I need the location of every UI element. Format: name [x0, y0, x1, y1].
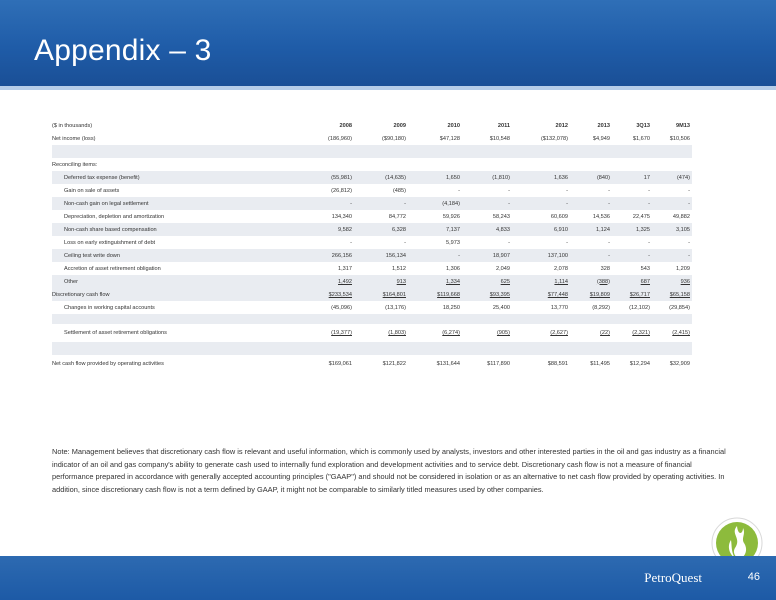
table-cell: $19,809	[589, 291, 610, 298]
table-cell: (485)	[392, 187, 406, 194]
table-cell: 2012	[555, 122, 568, 129]
table-cell: $233,534	[328, 291, 352, 298]
table-cell: 2,078	[554, 265, 568, 272]
row-label: Net income (loss)	[52, 135, 96, 142]
table-cell: 1,325	[636, 226, 650, 233]
slide-footer	[0, 556, 776, 600]
table-cell: 18,907	[492, 252, 510, 259]
table-cell: $10,548	[489, 135, 510, 142]
table-cell: $131,644	[436, 361, 460, 367]
table-cell: $4,949	[592, 135, 610, 142]
table-cell: -	[688, 200, 690, 207]
row-label: Non-cash share based compensation	[64, 226, 157, 233]
table-cell: (12,102)	[629, 304, 650, 311]
table-cell: $88,591	[547, 361, 568, 367]
table-cell: -	[458, 187, 460, 194]
header-rule	[0, 86, 776, 90]
table-cell: $12,294	[629, 361, 650, 367]
table-cell: 2013	[597, 122, 610, 129]
table-cell: 17	[643, 174, 650, 181]
table-cell: (474)	[676, 174, 690, 181]
table-cell: $11,495	[590, 361, 610, 367]
slide-title: Appendix – 3	[34, 34, 212, 67]
table-cell: 1,209	[676, 265, 690, 272]
table-cell: (2,321)	[632, 330, 650, 336]
table-cell: 936	[680, 278, 690, 285]
table-cell: $93,395	[489, 291, 510, 298]
table-cell: 3Q13	[636, 122, 650, 129]
table-cell: (22)	[600, 330, 610, 336]
row-label: Discretionary cash flow	[52, 291, 110, 298]
table-row-net-cash	[52, 355, 692, 373]
table-cell: 2010	[447, 122, 460, 129]
table-cell: 134,340	[331, 213, 352, 220]
table-cell: 266,156	[331, 252, 352, 259]
table-cell: 7,137	[446, 226, 460, 233]
table-header-row	[52, 119, 692, 132]
table-cell: -	[566, 239, 568, 246]
table-cell: -	[508, 187, 510, 194]
table-cell: -	[350, 200, 352, 207]
table-cell: 1,114	[554, 278, 568, 285]
table-spacer	[52, 342, 692, 355]
table-cell: 1,636	[554, 174, 568, 181]
table-cell: $119,668	[437, 291, 460, 298]
table-row	[52, 197, 692, 210]
table-cell: 625	[500, 278, 510, 285]
slide-header	[0, 0, 776, 86]
table-cell: ($90,180)	[382, 135, 406, 142]
table-cell: (388)	[596, 278, 610, 285]
table-cell: 2011	[497, 122, 510, 129]
table-row	[52, 171, 692, 184]
table-row-net-income	[52, 132, 692, 145]
table-cell: (14,635)	[385, 174, 406, 181]
table-cell: -	[648, 252, 650, 259]
table-cell: -	[688, 239, 690, 246]
table-cell: -	[608, 200, 610, 207]
row-label: Other	[64, 278, 78, 285]
table-cell: -	[688, 187, 690, 194]
table-cell: 9,582	[338, 226, 352, 233]
row-label: Gain on sale of assets	[64, 187, 120, 194]
table-spacer	[52, 145, 692, 158]
table-cell: 1,317	[338, 265, 352, 272]
note-text: Note: Management believes that discretionary cash flow is relevant and useful information, which is commonly used by analysts, investors and other interested parties in the oil and gas industry as a financial indicator of an oil and gas company's ability to generate cash used to internally fund exploration and development activities and to service debt. Discretionary cash flow is not a measure of financial performance prepared in accordance with generally accepted accounting principles ("GAAP") and should not be considered in isolation or as an alternative to net cash flow provided by operating activities. In addition, since discretionary cash flow is not a term defined by GAAP, it might not be comparable to similarly titled measures used by other companies.	[52, 447, 726, 494]
table-cell: 58,243	[492, 213, 510, 220]
table-cell: (905)	[496, 330, 510, 336]
table-row-settlement	[52, 324, 692, 342]
table-cell: -	[648, 187, 650, 194]
table-row	[52, 249, 692, 262]
table-cell: -	[350, 239, 352, 246]
table-row	[52, 184, 692, 197]
row-label: Deferred tax expense (benefit)	[64, 174, 140, 181]
table-cell: -	[688, 252, 690, 259]
table-cell: (29,854)	[669, 304, 690, 311]
table-cell: (6,274)	[442, 330, 460, 336]
table-cell: (26,812)	[331, 187, 352, 194]
cash-flow-table	[52, 119, 692, 373]
table-cell: 1,512	[392, 265, 406, 272]
table-cell: 156,134	[385, 252, 406, 259]
table-cell: 9M13	[676, 122, 690, 129]
page-number: 46	[747, 571, 760, 583]
row-label: ($ in thousands)	[52, 122, 93, 129]
table-cell: -	[566, 200, 568, 207]
row-label: Non-cash gain on legal settlement	[64, 200, 149, 207]
table-cell: $121,822	[382, 361, 406, 367]
table-cell: (13,176)	[385, 304, 406, 311]
table-cell: 60,609	[550, 213, 568, 220]
table-cell: 6,910	[554, 226, 568, 233]
table-cell: (1,810)	[492, 174, 510, 181]
row-label: Reconciling items:	[52, 161, 98, 168]
table-cell: -	[404, 200, 406, 207]
table-cell: ($132,078)	[540, 135, 568, 142]
table-row-reconciling	[52, 158, 692, 171]
table-cell: $47,128	[439, 135, 460, 142]
table-cell: 913	[396, 278, 406, 285]
table-cell: 22,475	[632, 213, 650, 220]
table-cell: 2008	[339, 122, 352, 129]
table-spacer	[52, 314, 692, 324]
table-cell: (2,627)	[550, 330, 568, 336]
table-cell: 13,770	[550, 304, 568, 311]
table-cell: -	[648, 239, 650, 246]
table-cell: 49,882	[672, 213, 690, 220]
table-cell: (19,377)	[331, 330, 352, 336]
table-cell: -	[566, 187, 568, 194]
table-cell: $1,670	[632, 135, 650, 142]
row-label: Ceiling test write down	[64, 252, 120, 259]
table-cell: -	[458, 252, 460, 259]
table-row-working-capital	[52, 301, 692, 314]
table-cell: 137,100	[547, 252, 568, 259]
table-cell: 3,105	[676, 226, 690, 233]
row-label: Settlement of asset retirement obligations	[64, 330, 167, 336]
table-cell: 2,049	[496, 265, 510, 272]
table-cell: 25,400	[492, 304, 510, 311]
table-cell: 1,492	[338, 278, 352, 285]
table-row-discretionary	[52, 288, 692, 301]
table-cell: -	[404, 239, 406, 246]
table-cell: -	[608, 187, 610, 194]
table-cell: -	[648, 200, 650, 207]
table-cell: -	[608, 239, 610, 246]
table-cell: $10,506	[669, 135, 690, 142]
row-label: Depreciation, depletion and amortization	[64, 213, 165, 220]
table-cell: (186,960)	[328, 135, 352, 142]
table-cell: -	[508, 200, 510, 207]
table-cell: $32,909	[669, 361, 690, 367]
table-cell: 1,306	[446, 265, 460, 272]
brand-name: PetroQuest	[644, 570, 702, 585]
table-cell: 59,926	[442, 213, 460, 220]
table-cell: -	[608, 252, 610, 259]
table-cell: -	[508, 239, 510, 246]
table-cell: 18,250	[442, 304, 460, 311]
table-cell: 687	[640, 278, 650, 285]
row-label: Changes in working capital accounts	[64, 304, 155, 311]
row-label: Accretion of asset retirement obligation	[64, 265, 161, 272]
table-cell: $169,061	[328, 361, 352, 367]
table-cell: $65,158	[669, 291, 690, 298]
table-cell: 1,650	[446, 174, 460, 181]
table-cell: $164,801	[382, 291, 406, 298]
table-cell: 5,973	[446, 239, 460, 246]
table-cell: 14,536	[592, 213, 610, 220]
row-label: Loss on early extinguishment of debt	[64, 239, 156, 246]
table-row	[52, 236, 692, 249]
table-cell: $26,717	[629, 291, 650, 298]
table-cell: $77,448	[547, 291, 568, 298]
table-cell: (4,184)	[442, 200, 460, 207]
table-row	[52, 275, 692, 288]
table-cell: 543	[640, 265, 650, 272]
row-label: Net cash flow provided by operating activities	[52, 361, 164, 367]
table-cell: 1,334	[446, 278, 460, 285]
table-cell: 2009	[393, 122, 406, 129]
table-cell: 84,772	[388, 213, 406, 220]
table-cell: 6,328	[392, 226, 406, 233]
table-row	[52, 223, 692, 236]
table-row	[52, 262, 692, 275]
table-cell: (8,292)	[592, 304, 610, 311]
table-row	[52, 210, 692, 223]
table-cell: (1,803)	[388, 330, 406, 336]
table-cell: $117,890	[487, 361, 510, 367]
table-cell: (840)	[596, 174, 610, 181]
table-cell: (55,981)	[331, 174, 352, 181]
table-cell: (2,415)	[672, 330, 690, 336]
table-cell: 4,833	[496, 226, 510, 233]
table-cell: 1,124	[596, 226, 610, 233]
table-cell: 328	[600, 265, 610, 272]
table-cell: (45,096)	[331, 304, 352, 311]
